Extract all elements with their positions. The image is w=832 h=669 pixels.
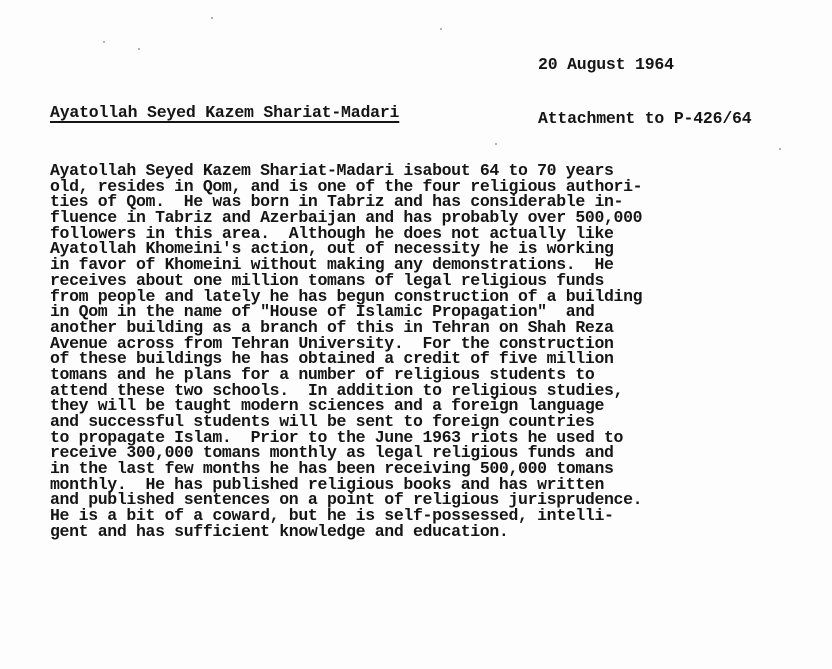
body-line: receive 300,000 tomans monthly as legal religious funds and — [50, 443, 614, 463]
body-line: they will be taught modern sciences and a foreign language — [50, 396, 604, 416]
scan-speck — [138, 48, 140, 50]
document-body — [50, 163, 642, 540]
body-line: another building as a branch of this in Tehran on Shah Reza — [50, 317, 614, 337]
body-line: attend these two schools. In addition to religious studies, — [50, 380, 624, 400]
body-line: fluence in Tabriz and Azerbaijan and has probably over 500,000 — [50, 208, 643, 228]
body-line: and published sentences on a point of religious jurisprudence. — [50, 490, 643, 510]
body-line: He is a bit of a coward, but he is self-possessed, intelli- — [50, 506, 614, 526]
scan-speck — [495, 143, 497, 145]
body-line: followers in this area. Although he does not actually like — [50, 223, 614, 243]
document-date: 20 August 1964 — [538, 55, 674, 74]
document-reference: Attachment to P-426/64 — [538, 109, 752, 128]
body-line: of these buildings he has obtained a credit of five million — [50, 349, 614, 369]
body-line: and successful students will be sent to foreign countries — [50, 412, 595, 431]
scan-speck — [779, 148, 781, 150]
body-line: monthly. He has published religious books and has written — [50, 474, 604, 494]
body-line: tomans and he plans for a number of religious students to — [50, 364, 595, 384]
body-line: ties of Qom. He was born in Tabriz and has considerable in- — [50, 192, 624, 212]
body-line: old, resides in Qom, and is one of the four religious authori- — [50, 176, 643, 196]
document-title: Ayatollah Seyed Kazem Shariat-Madari — [50, 103, 400, 122]
body-line: Avenue across from Tehran University. For the construction — [50, 333, 614, 353]
scan-speck — [211, 17, 213, 19]
body-line: receives about one million tomans of legal religious funds — [50, 270, 604, 290]
body-line: Ayatollah Khomeini's action, out of necessity he is working — [50, 239, 614, 259]
body-line: gent and has sufficient knowledge and education. — [50, 521, 509, 541]
body-line: from people and lately he has begun construction of a building — [50, 286, 643, 306]
scan-speck — [103, 41, 105, 43]
body-line: in the last few months he has been receiving 500,000 tomans — [50, 459, 614, 479]
body-line: in Qom in the name of "House of Islamic Propagation" and — [50, 302, 595, 322]
body-line: to propagate Islam. Prior to the June 1963 riots he used to — [50, 427, 624, 447]
body-line: Ayatollah Seyed Kazem Shariat-Madari isabout 64 to 70 years — [50, 161, 614, 180]
scan-speck — [440, 28, 442, 30]
document-header — [538, 20, 751, 164]
body-line: in favor of Khomeini without making any demonstrations. He — [50, 255, 614, 275]
